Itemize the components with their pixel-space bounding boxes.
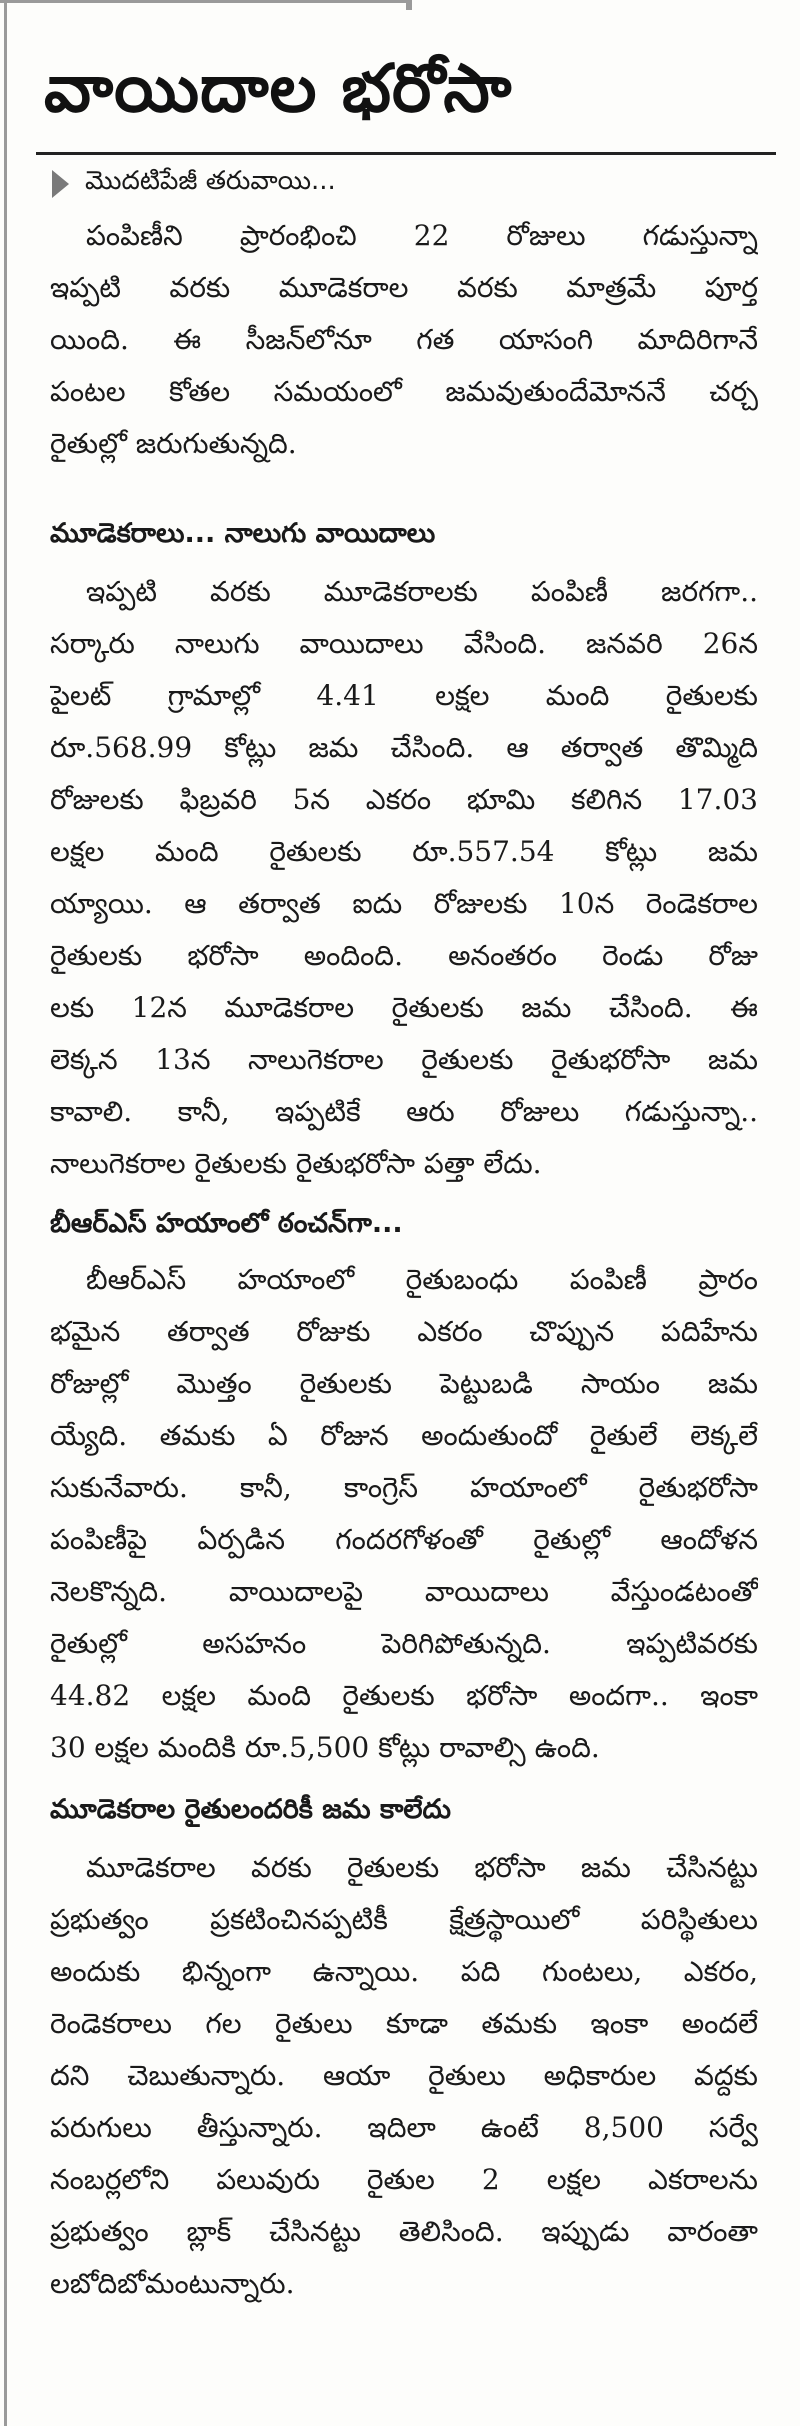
paragraph-line: పరుగులు తీస్తున్నారు. ఇదిలా ఉంటే 8,500 సర్వే [50, 2111, 758, 2144]
paragraph-line: రైతుల్లో అసహనం పెరిగిపోతున్నది. ఇప్పటివరకు [50, 1627, 758, 1660]
intro-paragraph [50, 210, 758, 470]
subheading-four-installments: మూడెకరాలు... నాలుగు వాయిదాలు [50, 518, 436, 549]
subheading-not-credited: మూడెకరాల రైతులందరికీ జమ కాలేదు [50, 1794, 451, 1825]
top-border-rule [0, 0, 410, 3]
paragraph-line: ప్రభుత్వం ప్రకటించినప్పటికీ క్షేత్రస్థాయిలో పరిస్థితులు [50, 1903, 758, 1936]
paragraph-line: రైతులకు భరోసా అందింది. అనంతరం రెండు రోజు [50, 939, 758, 972]
paragraph-line: పంపిణీపై ఏర్పడిన గందరగోళంతో రైతుల్లో ఆందోళన [50, 1523, 758, 1556]
paragraph-line: యింది. ఈ సీజన్‌లోనూ గత యాసంగి మాదిరిగానే [50, 323, 758, 356]
paragraph-line: రూ.568.99 కోట్లు జమ చేసింది. ఆ తర్వాత తొమ్మిది [50, 731, 758, 764]
paragraph-line: రైతుల్లో జరుగుతున్నది. [50, 427, 297, 460]
paragraph-line: సర్కారు నాలుగు వాయిదాలు వేసింది. జనవరి 26న [50, 627, 758, 660]
paragraph-line: పైలట్ గ్రామాల్లో 4.41 లక్షల మంది రైతులకు [50, 679, 758, 712]
paragraph-line: రెండెకరాలు గల రైతులు కూడా తమకు ఇంకా అందలే [50, 2007, 758, 2040]
arrow-right-icon [52, 170, 69, 198]
paragraph-line: పంటల కోతల సమయంలో జమవుతుందేమోననే చర్చ [50, 375, 758, 408]
paragraph-line: నాలుగెకరాల రైతులకు రైతుభరోసా పత్తా లేదు. [50, 1147, 542, 1180]
paragraph-line: లక్షల మంది రైతులకు రూ.557.54 కోట్లు జమ [50, 835, 758, 868]
paragraph-line: ఇప్పటి వరకు మూడెకరాలకు పంపిణీ జరగగా.. [86, 575, 758, 608]
paragraph-line: సుకునేవారు. కానీ, కాంగ్రెస్ హయాంలో రైతుభరోసా [50, 1471, 758, 1504]
headline-underline [36, 152, 776, 155]
paragraph-line: 44.82 లక్షల మంది రైతులకు భరోసా అందగా.. ఇంకా [50, 1679, 758, 1712]
paragraph-line: మూడెకరాల వరకు రైతులకు భరోసా జమ చేసినట్టు [86, 1851, 758, 1884]
paragraph-line: నెలకొన్నది. వాయిదాలపై వాయిదాలు వేస్తుండటంతో [50, 1575, 758, 1608]
paragraph-line: య్యాయి. ఆ తర్వాత ఐదు రోజులకు 10న రెండెకరాల [50, 887, 758, 920]
paragraph-line: పంపిణీని ప్రారంభించి 22 రోజులు గడుస్తున్నా [86, 219, 758, 252]
paragraph-line: లకు 12న మూడెకరాల రైతులకు జమ చేసింది. ఈ [50, 991, 758, 1024]
not-credited-paragraph [50, 1842, 758, 2310]
paragraph-line: దని చెబుతున్నారు. ఆయా రైతులు అధికారుల వద్దకు [50, 2059, 758, 2092]
paragraph-line: య్యేది. తమకు ఏ రోజున అందుతుందో రైతులే లెక్కలే [50, 1419, 758, 1452]
paragraph-line: 30 లక్షల మందికి రూ.5,500 కోట్లు రావాల్సి ఉంది. [50, 1731, 600, 1764]
left-border-rule [4, 0, 7, 2426]
paragraph-line: అందుకు భిన్నంగా ఉన్నాయి. పది గుంటలు, ఎకరం, [50, 1955, 758, 1988]
continued-from-front-page [52, 162, 336, 206]
paragraph-line: ఇప్పటి వరకు మూడెకరాల వరకు మాత్రమే పూర్త [50, 271, 758, 304]
paragraph-line: నంబర్లలోని పలువురు రైతుల 2 లక్షల ఎకరాలను [50, 2163, 758, 2196]
paragraph-line: లెక్కన 13న నాలుగెకరాల రైతులకు రైతుభరోసా జమ [50, 1043, 758, 1076]
paragraph-line: రోజుల్లో మొత్తం రైతులకు పెట్టుబడి సాయం జమ [50, 1367, 758, 1400]
brs-era-paragraph [50, 1254, 758, 1774]
continued-label: మొదటిపేజీ తరువాయి... [85, 166, 336, 196]
paragraph-line: బీఆర్ఎస్ హయాంలో రైతుబంధు పంపిణీ ప్రారం [86, 1263, 758, 1296]
paragraph-line: భమైన తర్వాత రోజుకు ఎకరం చొప్పున పదిహేను [50, 1315, 758, 1348]
subheading-brs-era: బీఆర్ఎస్ హయాంలో ఠంచన్‌గా... [50, 1208, 403, 1239]
article-headline: వాయిదాల భరోసా [44, 50, 513, 127]
paragraph-line: ప్రభుత్వం బ్లాక్ చేసినట్టు తెలిసింది. ఇప్పుడు వారంతా [50, 2215, 758, 2248]
four-installments-paragraph [50, 566, 758, 1190]
paragraph-line: రోజులకు ఫిబ్రవరి 5న ఎకరం భూమి కలిగిన 17.03 [50, 783, 758, 816]
paragraph-line: కావాలి. కానీ, ఇప్పటికే ఆరు రోజులు గడుస్తున్నా.. [50, 1095, 758, 1128]
paragraph-line: లబోదిబోమంటున్నారు. [50, 2267, 295, 2300]
top-border-notch [406, 0, 412, 10]
